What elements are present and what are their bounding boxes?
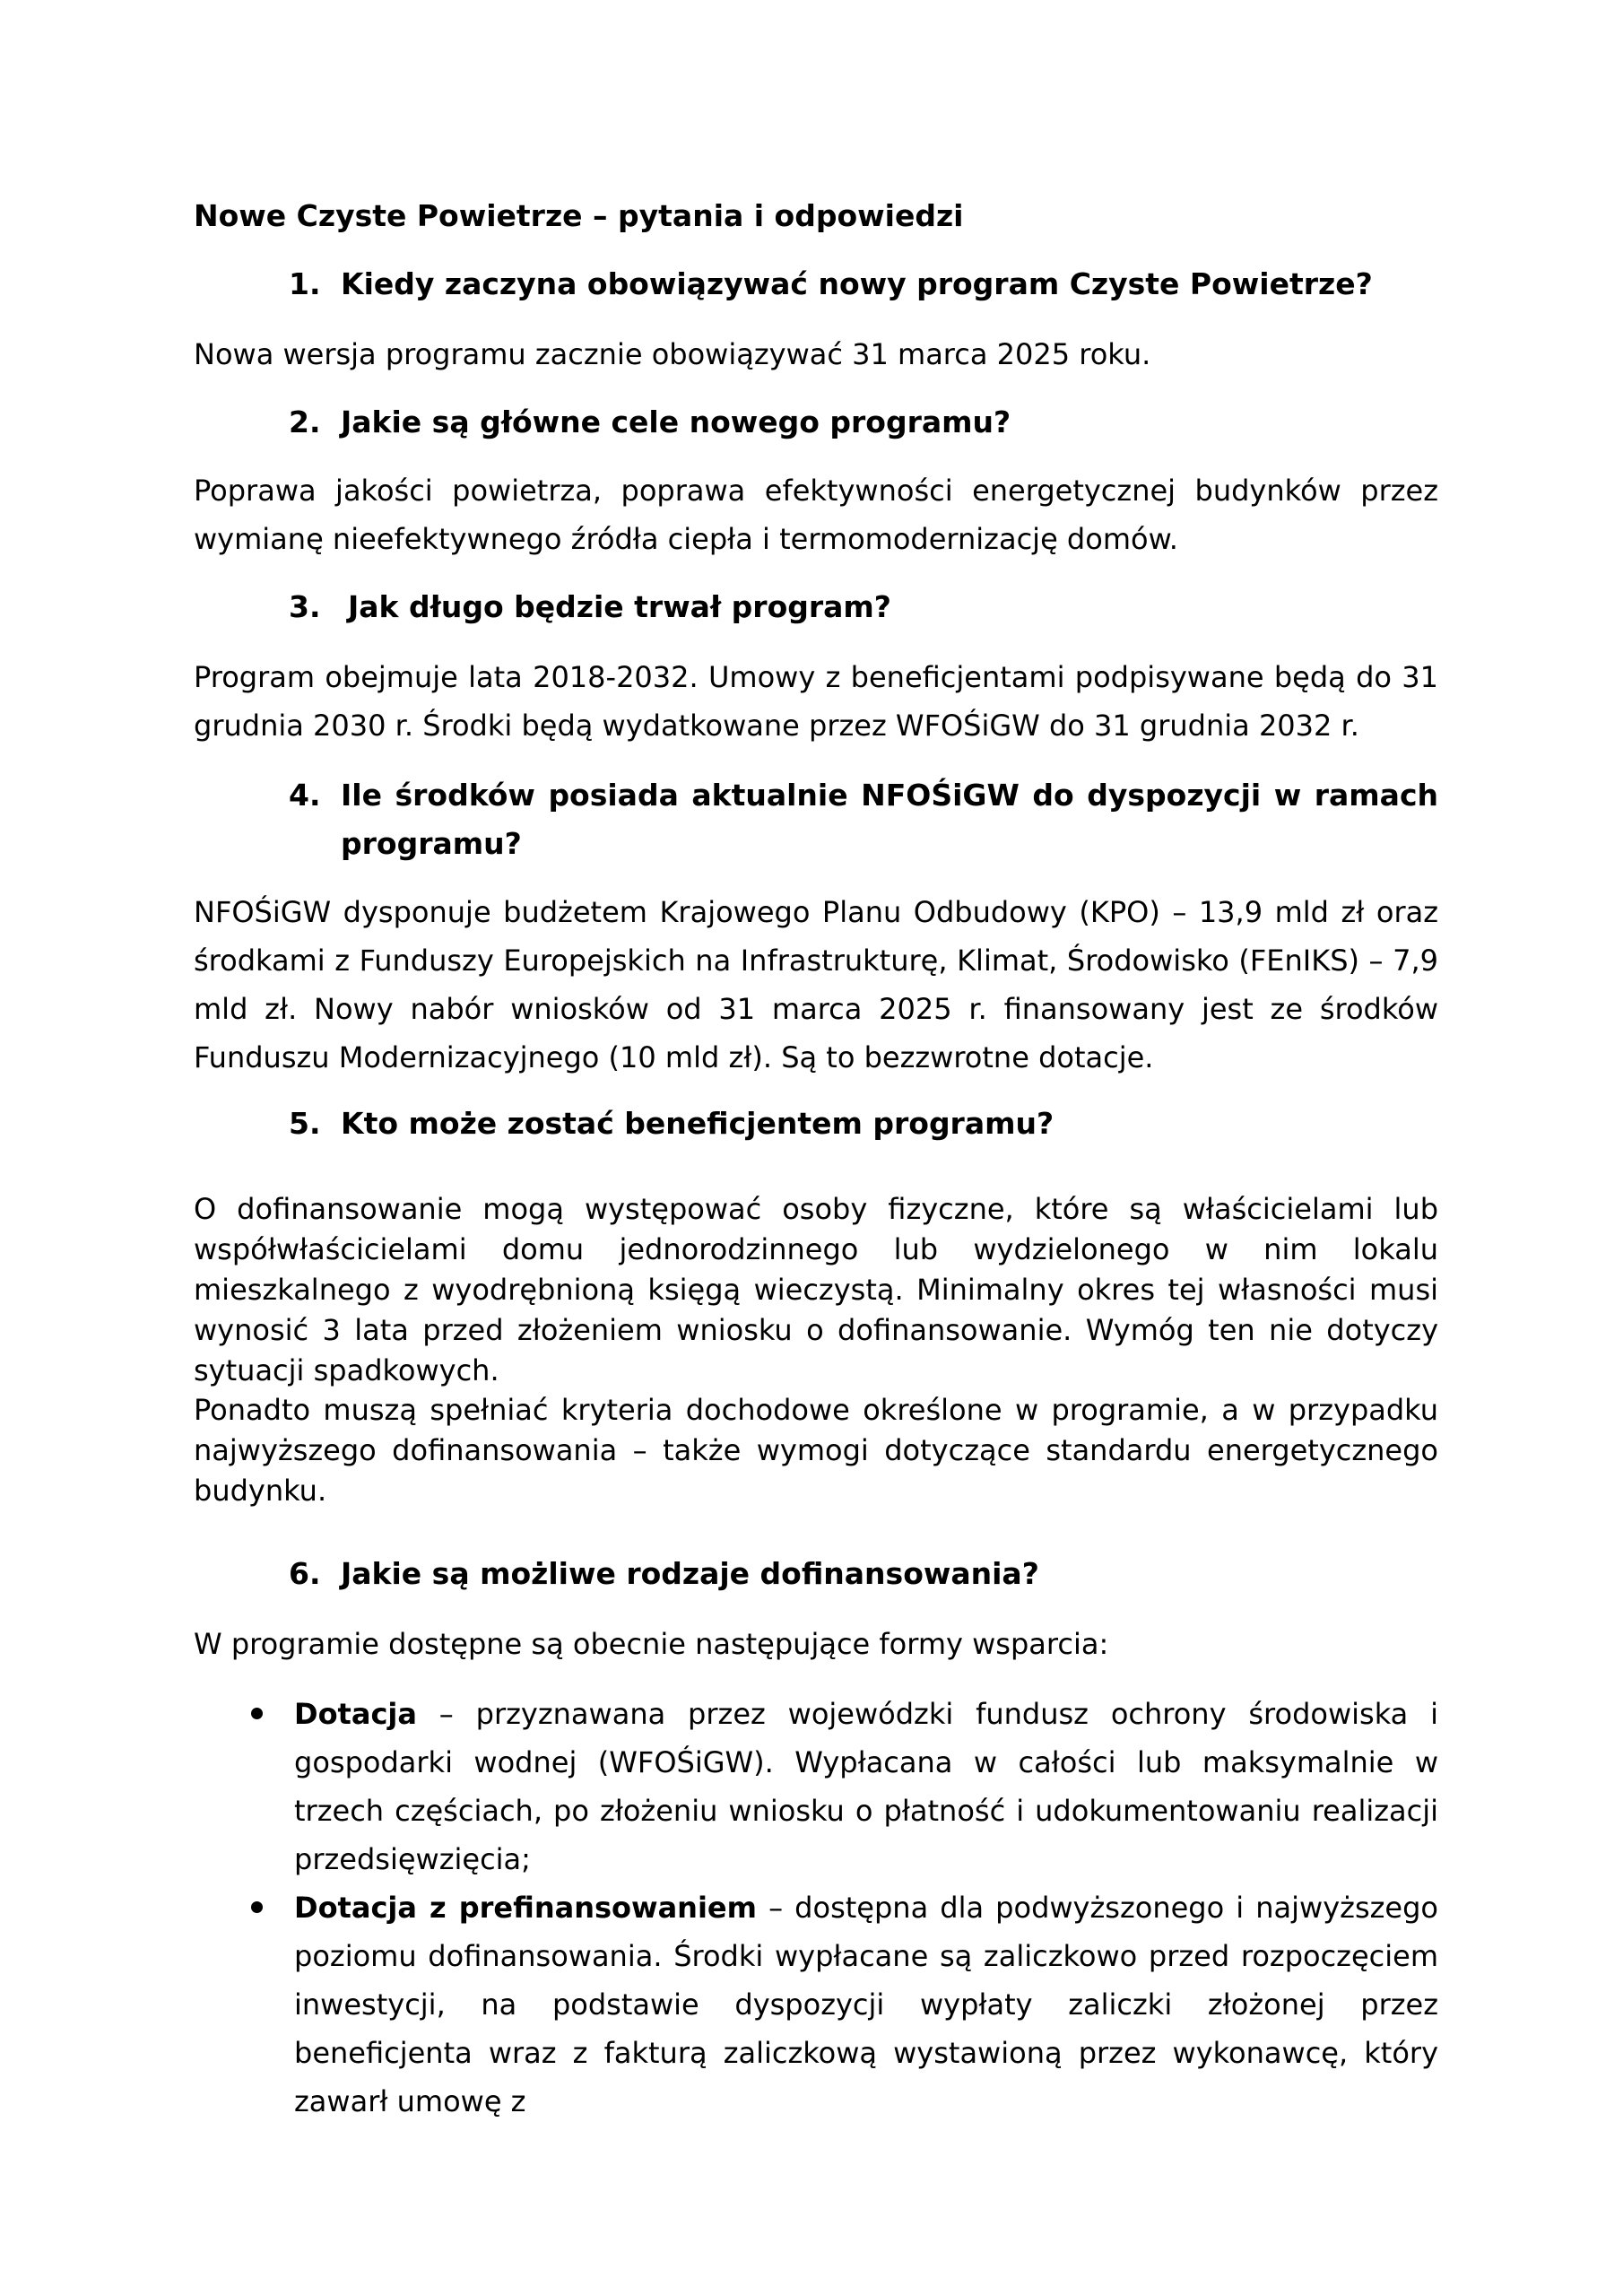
document-title: Nowe Czyste Powietrze – pytania i odpowiedzi	[194, 198, 964, 233]
question-6-number: 6.	[289, 1556, 321, 1591]
question-2-number: 2.	[289, 404, 321, 439]
answer-3-paragraph: Program obejmuje lata 2018-2032. Umowy z beneficjentami podpisywane będą do 31 grudnia 2030 r. Środki będą wydatkowane przez WFOŚiGW do 31 grudnia 2032 r.	[194, 660, 1438, 743]
support-form-item	[194, 1690, 1438, 1883]
question-3-number: 3.	[289, 589, 321, 624]
question-3-heading	[289, 583, 891, 631]
question-6-text: Jakie są możliwe rodzaje dofinansowania?	[341, 1556, 1039, 1591]
question-5-number: 5.	[289, 1106, 321, 1141]
question-1-heading	[289, 260, 1373, 309]
question-2-text: Jakie są główne cele nowego programu?	[341, 404, 1011, 439]
answer-1-paragraph: Nowa wersja programu zacznie obowiązywać 31 marca 2025 roku.	[194, 337, 1151, 371]
answer-5-paragraph-1: O dofinansowanie mogą występować osoby fizyczne, które są właścicielami lub współwłaścicielami domu jednorodzinnego lub wydzielonego w nim lokalu mieszkalnego z wyodrębnioną księgą wieczystą. Minimalny okres tej własności musi wynosić 3 lata przed złożeniem wniosku o dofinansowanie. Wymóg ten nie dotyczy sytuacji spadkowych.	[194, 1192, 1438, 1387]
support-form-item	[194, 1883, 1438, 2126]
answer-5-paragraph-2: Ponadto muszą spełniać kryteria dochodowe określone w programie, a w przypadku najwyższego dofinansowania – także wymogi dotyczące standardu energetycznego budynku.	[194, 1393, 1438, 1508]
support-forms-list	[194, 1690, 1438, 2126]
question-1-text: Kiedy zaczyna obowiązywać nowy program Czyste Powietrze?	[341, 266, 1373, 301]
question-4-heading	[289, 771, 1438, 868]
answer-2-paragraph: Poprawa jakości powietrza, poprawa efektywności energetycznej budynków przez wymianę nieefektywnego źródła ciepła i termomodernizację domów.	[194, 474, 1438, 556]
answer-6-intro: W programie dostępne są obecnie następujące formy wsparcia:	[194, 1627, 1109, 1661]
support-form-term: Dotacja	[294, 1697, 417, 1731]
support-form-description: – przyznawana przez wojewódzki fundusz ochrony środowiska i gospodarki wodnej (WFOŚiGW). Wypłacana w całości lub maksymalnie w trzech częściach, po złożeniu wniosku o płatność i udokumentowaniu realizacji przedsięwzięcia;	[294, 1697, 1438, 1876]
question-2-heading	[289, 398, 1011, 447]
answer-4-paragraph: NFOŚiGW dysponuje budżetem Krajowego Planu Odbudowy (KPO) – 13,9 mld zł oraz środkami z Funduszy Europejskich na Infrastrukturę, Klimat, Środowisko (FEnIKS) – 7,9 mld zł. Nowy nabór wniosków od 31 marca 2025 r. finansowany jest ze środków Funduszu Modernizacyjnego (10 mld zł). Są to bezzwrotne dotacje.	[194, 895, 1438, 1074]
support-form-term: Dotacja z prefinansowaniem	[294, 1891, 757, 1925]
bullet-icon	[251, 1708, 263, 1719]
question-4-number: 4.	[289, 778, 321, 813]
question-5-heading	[289, 1100, 1054, 1148]
question-6-heading	[289, 1550, 1039, 1598]
question-3-text: Jak długo będzie trwał program?	[348, 589, 891, 624]
question-4-text: Ile środków posiada aktualnie NFOŚiGW do dyspozycji w ramach programu?	[341, 778, 1438, 861]
bullet-icon	[251, 1901, 263, 1913]
question-1-number: 1.	[289, 266, 321, 301]
question-5-text: Kto może zostać beneficjentem programu?	[341, 1106, 1055, 1141]
support-form-description: – dostępna dla podwyższonego i najwyższego poziomu dofinansowania. Środki wypłacane są zaliczkowo przed rozpoczęciem inwestycji, na podstawie dyspozycji wypłaty zaliczki złożonej przez beneficjenta wraz z fakturą zaliczkową wystawioną przez wykonawcę, który zawarł umowę z	[294, 1891, 1439, 2118]
